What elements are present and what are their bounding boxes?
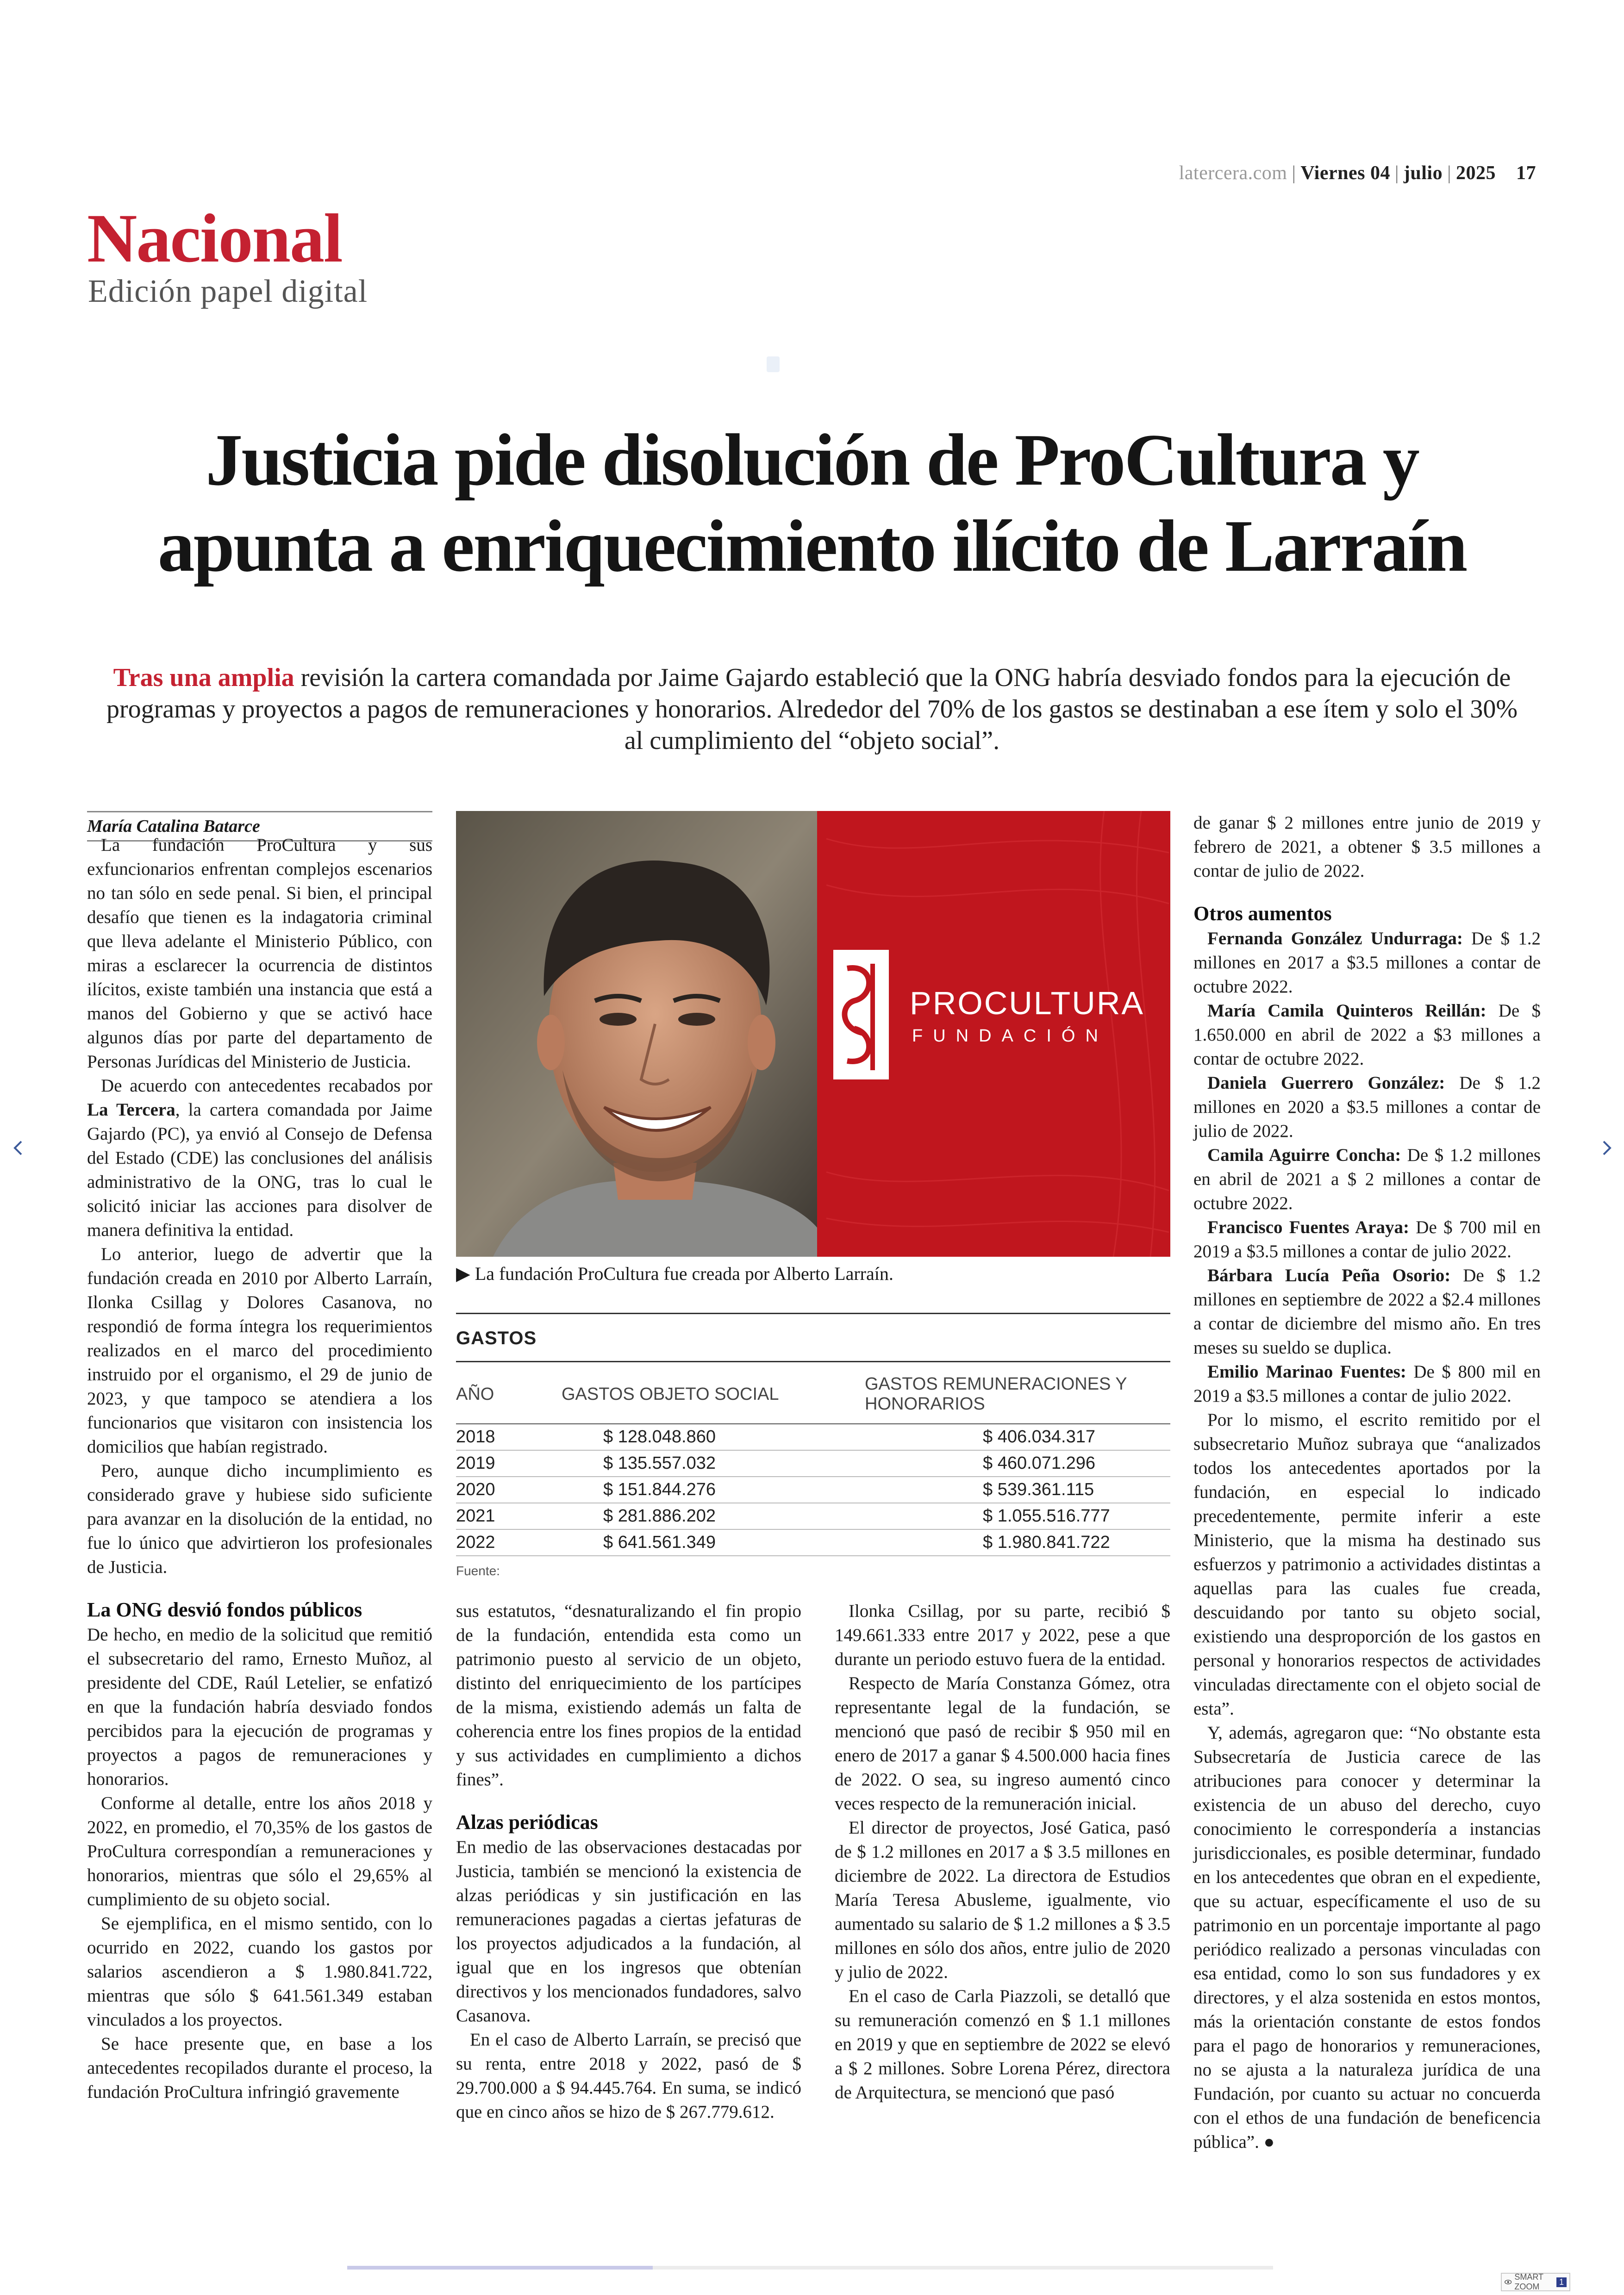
paragraph: Respecto de María Constanza Gómez, otra representante legal de la fundación, se mencionó que pasó de recibir $ 950 mil en enero de 2017 a ganar $ 4.500.000 hacia fines de 2022. O sea, su ingreso aumentó cinco veces respecto de la remuneración inicial. [835, 1673, 1170, 1814]
table-row: 2022 $ 641.561.349 $ 1.980.841.722 [456, 1529, 1170, 1556]
end-mark-icon: ● [1263, 2132, 1275, 2152]
chevron-left-icon [9, 1139, 28, 1157]
article-lead [102, 662, 1522, 756]
paragraph: En el caso de Carla Piazzoli, se detalló que su remuneración comenzó en $ 1.1 millones en 2019 y que en septiembre de 2022 se elevó a $ 2 millones. Sobre Lorena Pérez, directora de Arquitectura, se mencionó que pasó [835, 1986, 1170, 2102]
lead-text: revisión la cartera comandada por Jaime Gajardo estableció que la ONG habría desviado fondos para la ejecución de programas y proyectos a pagos de remuneraciones y honorarios. Alrededor del 70% de los gastos se destinaban a ese ítem y solo el 30% al cumplimiento del “objeto social”. [106, 663, 1518, 755]
next-page-button[interactable] [1597, 1139, 1616, 1157]
paragraph: El director de proyectos, José Gatica, pasó de $ 1.2 millones en 2017 a $ 3.5 millones en diciembre de 2022. La directora de Estudios María Teresa Abusleme, igualmente, vio aumentado su salario de $ 1.2 millones a $ 3.5 millones en sólo dos años, entre julio de 2020 y julio de 2022. [835, 1818, 1170, 1982]
date-day: Viernes 04 [1300, 162, 1390, 184]
smart-zoom-button[interactable] [1501, 2273, 1570, 2291]
expenses-table [456, 1313, 1170, 1578]
chevron-right-icon [1597, 1139, 1616, 1157]
raise-item: Camila Aguirre Concha: De $ 1.2 millones en abril de 2021 a $ 2 millones a contar de octubre 2022. [1193, 1145, 1541, 1213]
date-month: julio [1403, 162, 1443, 184]
subheading: Alzas periódicas [456, 1811, 598, 1834]
table-header: GASTOS REMUNERACIONES Y HONORARIOS [865, 1362, 1170, 1424]
paragraph: En el caso de Alberto Larraín, se precisó que su renta, entre 2018 y 2022, pasó de $ 29.700.000 a $ 94.445.764. En suma, se indicó que en cinco años se hizo de $ 267.779.612. [456, 2030, 801, 2122]
scroll-progress[interactable] [347, 2266, 653, 2270]
paragraph: Conforme al detalle, entre los años 2018 y 2022, en promedio, el 70,35% de los gastos de ProCultura correspondían a remuneraciones y honorarios, mientras que sólo el 29,65% al cumplimiento de su objeto social. [87, 1793, 432, 1909]
author-byline: María Catalina Batarce [87, 811, 432, 842]
raise-item: Francisco Fuentes Araya: De $ 700 mil en 2019 a $3.5 millones a contar de julio 2022. [1193, 1217, 1541, 1261]
edition-label: Edición papel digital [88, 274, 368, 309]
raise-item: Bárbara Lucía Peña Osorio: De $ 1.2 millones en septiembre de 2022 a $2.4 millones a contar de diciembre del mismo año. En tres meses su sueldo se duplica. [1193, 1266, 1541, 1358]
raise-item: Fernanda González Undurraga: De $ 1.2 millones en 2017 a $3.5 millones a contar de octubre 2022. [1193, 929, 1541, 997]
table-source: Fuente: [456, 1564, 500, 1578]
column-1 [87, 833, 432, 2104]
site-name: latercera.com [1179, 162, 1287, 184]
paragraph: Pero, aunque dicho incumplimiento es considerado grave y hubiese sido suficiente para avanzar en la disolución de la entidad, no fue lo único que advirtieron los profesionales de Justicia. [87, 1461, 432, 1577]
lead-kicker: Tras una amplia [113, 663, 294, 692]
table-row: 2018 $ 128.048.860 $ 406.034.317 [456, 1424, 1170, 1450]
paragraph: Por lo mismo, el escrito remitido por el subsecretario Muñoz subraya que “analizados todos los antecedentes aportados por la fundación, en especial lo indicado precedentemente, permite inferir a este Ministerio, que la misma ha destinado sus esfuerzos y patrimonio a actividades distintas a aquellas para las cuales fue creada, descuidando por tanto su objeto social, existiendo una desproporción de los gastos en personal y honorarios respectos de actividades vinculadas directamente con el objeto social de esta”. [1193, 1410, 1541, 1719]
prev-page-button[interactable] [9, 1139, 28, 1157]
paragraph: En medio de las observaciones destacadas por Justicia, también se mencionó la existencia de alzas periódicas y sin justificación en las remuneraciones pagadas a ciertas jefaturas de los proyectos adjudicados a la fundación, al igual que en los ingresos que obtenían directivos y los mencionados fundadores, salvo Casanova. [456, 1837, 801, 2026]
photo-caption: ▶ La fundación ProCultura fue creada por Alberto Larraín. [456, 1263, 893, 1284]
article-headline [56, 417, 1568, 589]
paragraph: Y, además, agregaron que: “No obstante esta Subsecretaría de Justicia carece de las atribuciones para conocer y determinar la existencia de un abuso del derecho, cuyo conocimiento le correspondería a instancias jurisdiccionales, es posible determinar, fundado en los antecedentes que obran en el expediente, que su actuar, específicamente el uso de su patrimonio en un porcentaje importante al pago periódico realizado a personas vinculadas con esa entidad, como lo son sus fundadores y ex directores, y el alza sostenida en estos montos, más la orientación constante de estos fondos para el pago de honorarios y remuneraciones, no se ajusta a la naturaleza jurídica de una Fundación, por cuanto su actuar no concuerda con el ethos de una fundación de beneficencia pública”. ● [1193, 1723, 1541, 2152]
eye-icon [1505, 2279, 1512, 2285]
logo-name: PROCULTURA [910, 985, 1145, 1021]
paragraph: Se ejemplifica, en el mismo sentido, con lo ocurrido en 2022, cuando los gastos por salarios ascendieron a $ 1.980.841.722, mientras que sólo $ 641.561.349 estaban vinculados a los proyectos. [87, 1914, 432, 2030]
logo-subtitle: FUNDACIÓN [912, 1026, 1108, 1046]
page-header: latercera.com | Viernes 04 | julio | 2025 17 [1179, 162, 1536, 184]
raise-item: Daniela Guerrero González: De $ 1.2 millones en 2020 a $3.5 millones a contar de julio de 2022. [1193, 1073, 1541, 1141]
page-number: 17 [1516, 162, 1536, 184]
section-title: Nacional [87, 200, 342, 277]
zoom-level: 1 [1556, 2277, 1567, 2287]
raise-item: Emilio Marinao Fuentes: De $ 800 mil en 2019 a $3.5 millones a contar de julio 2022. [1193, 1362, 1541, 1406]
raise-item: María Camila Quinteros Reillán: De $ 1.650.000 en abril de 2022 a $3 millones a contar de octubre 2022. [1193, 1001, 1541, 1069]
column-3 [835, 1599, 1170, 2105]
paragraph: De acuerdo con antecedentes recabados por La Tercera, la cartera comandada por Jaime Gajardo (PC), ya envió al Consejo de Defensa del Estado (CDE) las conclusiones del análisis administrativo de la ONG, tras lo cual le solicitó iniciar las acciones para disolver de manera definitiva la entidad. [87, 1076, 432, 1240]
table-header: AÑO [456, 1362, 562, 1424]
table-row: 2020 $ 151.844.276 $ 539.361.115 [456, 1477, 1170, 1503]
table-row: 2021 $ 281.886.202 $ 1.055.516.777 [456, 1503, 1170, 1529]
paragraph: La fundación ProCultura y sus exfuncionarios enfrentan complejos escenarios no tan sólo en sede penal. Si bien, el principal desafío que tienen es la indagatoria criminal que lleva adelante el Ministerio Público, con miras a esclarecer la ocurrencia de distintos ilícitos, existe también una instancia que está a manos del Gobierno y que se activó hace algunos días por parte del departamento de Personas Jurídicas del Ministerio de Justicia. [87, 835, 432, 1072]
paragraph: de ganar $ 2 millones entre junio de 2019 y febrero de 2021, a obtener $ 3.5 millones a contar de julio de 2022. [1193, 813, 1541, 881]
date-year: 2025 [1456, 162, 1496, 184]
paragraph: Se hace presente que, en base a los antecedentes recopilados durante el proceso, la fundación ProCultura infringió gravemente [87, 2034, 432, 2102]
newspaper-name: La Tercera [87, 1100, 175, 1120]
smart-zoom-label: SMART ZOOM [1514, 2272, 1543, 2291]
paragraph: De hecho, en medio de la solicitud que remitió el subsecretario del ramo, Ernesto Muñoz, al presidente del CDE, Raúl Letelier, se enfatizó en que la fundación habría desviado fondos percibidos para la ejecución de programas y proyectos a pagos de remuneraciones y honorarios. [87, 1625, 432, 1789]
subheading: La ONG desvió fondos públicos [87, 1598, 362, 1621]
column-4 [1193, 811, 1541, 2154]
page-marker-icon[interactable] [767, 356, 780, 372]
headline-line-2: apunta a enriquecimiento ilícito de Larraín [157, 505, 1467, 587]
table-title: GASTOS [456, 1313, 1170, 1362]
article-photo [456, 811, 1170, 1257]
column-2 [456, 1599, 801, 2124]
paragraph: Ilonka Csillag, por su parte, recibió $ 149.661.333 entre 2017 y 2022, pese a que durante un periodo estuvo fuera de la entidad. [835, 1601, 1170, 1669]
headline-line-1: Justicia pide disolución de ProCultura y [206, 418, 1418, 501]
table-header: GASTOS OBJETO SOCIAL [562, 1362, 865, 1424]
paragraph: Lo anterior, luego de advertir que la fundación creada en 2010 por Alberto Larraín, Ilonka Csillag y Dolores Casanova, no respondió de forma íntegra los requerimientos realizados en el marco del procedimiento instruido por el organismo, el 29 de junio de 2023, y que tampoco se atendiera a los funcionarios que visitaron con insistencia los domicilios que habían registrado. [87, 1244, 432, 1457]
subheading: Otros aumentos [1193, 902, 1332, 925]
table-row: 2019 $ 135.557.032 $ 460.071.296 [456, 1450, 1170, 1477]
paragraph: sus estatutos, “desnaturalizando el fin propio de la fundación, entendida esta como un patrimonio puesto al servicio de un objeto, distinto del enriquecimiento de los partícipes de la misma, existiendo además un falta de coherencia entre los fines propios de la entidad y sus actividades en cumplimiento a dichos fines”. [456, 1601, 801, 1790]
